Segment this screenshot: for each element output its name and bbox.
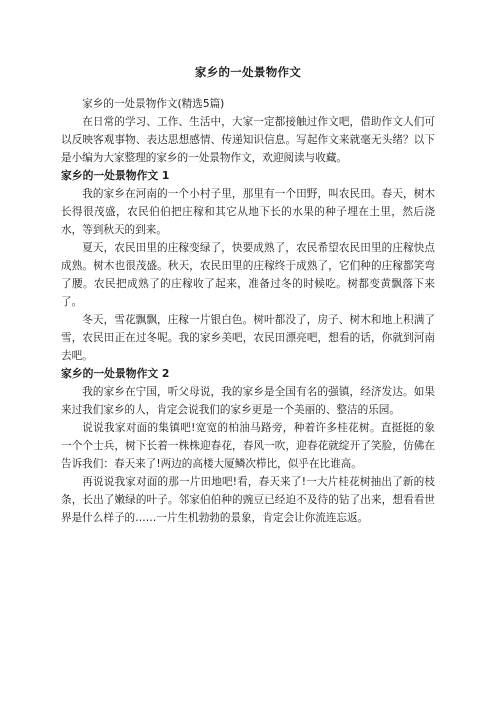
body-paragraph: 冬天，雪花飘飘，庄稼一片银白色。树叶都没了，房子、树木和地上积满了雪，农民田正在过冬呢。我的家乡美吧，农民田漂亮吧，想看的话，你就到河南去吧。 — [61, 314, 435, 362]
body-paragraph: 说说我家对面的集镇吧!宽宽的柏油马路旁，种着许多桂花树。直挺挺的象一个个士兵，树下长着一株株迎春花，春风一吹，迎春花就绽开了笑脸，仿佛在告诉我们：春天来了!两边的高楼大厦鳞次栉比，似乎在比谁高。 — [61, 422, 435, 470]
document-title: 家乡的一处景物作文 — [194, 65, 302, 79]
section-heading: 家乡的一处景物作文 1 — [61, 169, 170, 182]
intro-paragraph: 家乡的一处景物作文(精选5篇) — [82, 98, 225, 110]
body-paragraph: 夏天，农民田里的庄稼变绿了，快要成熟了，农民希望农民田里的庄稼快点成熟。树木也很茂盛。秋天，农民田里的庄稼终于成熟了，它们种的庄稼都笑弯了腰。农民把成熟了的庄稼收了起来，准备过冬的时候吃。树都变黄飘落下来了。 — [61, 242, 435, 308]
document-body — [61, 95, 435, 527]
body-paragraph: 我的家乡在宁国，听父母说，我的家乡是全国有名的强镇，经济发达。如果来过我们家乡的人，肯定会说我们的家乡更是一个美丽的、整洁的乐园。 — [61, 386, 435, 416]
intro-paragraph: 在日常的学习、工作、生活中，大家一定都接触过作文吧，借助作文人们可以反映客观事物、表达思想感情、传递知识信息。写起作文来就毫无头绪？以下是小编为大家整理的家乡的一处景物作文，欢迎阅读与收藏。 — [61, 116, 435, 164]
body-paragraph: 再说说我家对面的那一片田地吧!看，春天来了!一大片桂花树抽出了新的枝条，长出了嫩绿的叶子。邻家伯伯种的豌豆已经迫不及待的钻了出来，想看看世界是什么样子的……一片生机勃勃的景象，肯定会让你流连忘返。 — [61, 476, 435, 524]
body-paragraph: 我的家乡在河南的一个小村子里，那里有一个田野，叫农民田。春天，树木长得很茂盛，农民伯伯把庄稼和其它从地下长的水果的种子埋在土里，然后浇水，等到秋天的到来。 — [61, 188, 435, 236]
section-heading: 家乡的一处景物作文 2 — [61, 367, 170, 380]
